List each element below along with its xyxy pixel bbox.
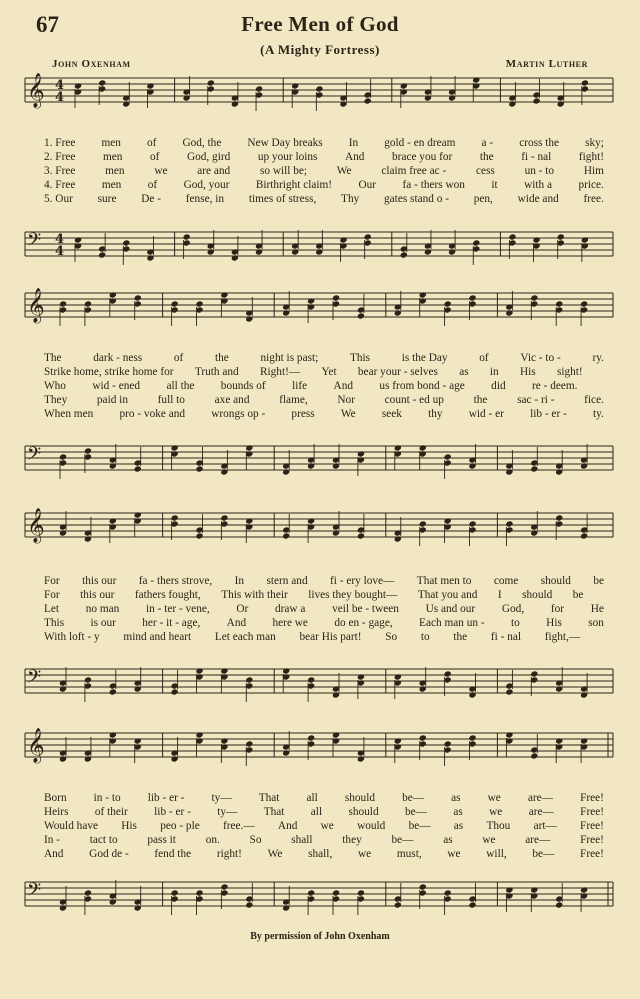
lyric-syllable: fa - thers strove, <box>138 575 213 587</box>
treble-notes <box>59 291 588 326</box>
lyric-syllable: De - <box>141 193 161 205</box>
lyric-syllable: Each man un - <box>419 617 485 629</box>
lyric-syllable: come <box>493 575 519 587</box>
verse-5-line <box>44 630 604 644</box>
lyric-syllable: shall, <box>308 848 333 860</box>
lyric-syllable: thy <box>428 408 443 420</box>
verse-5-line <box>44 407 604 421</box>
lyric-syllable: should <box>348 806 379 818</box>
words-credit: John Oxenham <box>52 58 131 70</box>
lyric-syllable: un - to <box>524 165 555 177</box>
lyric-syllable: We <box>336 165 352 177</box>
lyric-syllable: lib - er - <box>147 792 185 804</box>
lyric-syllable: ty— <box>211 792 232 804</box>
lyric-syllable: this our <box>80 589 115 601</box>
verse-2-line <box>44 150 604 164</box>
lyric-syllable: 2. Free <box>44 151 76 163</box>
verse-2-line <box>44 805 604 819</box>
lyric-syllable: on. <box>205 834 220 846</box>
svg-text:4: 4 <box>55 232 65 247</box>
lyric-syllable: count - ed up <box>384 394 444 406</box>
lyric-syllable: We <box>340 408 356 420</box>
lyric-syllable: And <box>44 848 64 860</box>
lyric-syllable: we <box>447 848 461 860</box>
lyric-syllable: sky; <box>585 137 604 149</box>
lyric-syllable: do en - gage, <box>334 617 393 629</box>
hymn-subtitle: (A Mighty Fortress) <box>260 42 380 57</box>
lyrics-system-2 <box>44 351 604 421</box>
lyric-syllable: all <box>306 792 318 804</box>
verse-3-line <box>44 379 604 393</box>
verse-3-line <box>44 819 604 833</box>
lyric-syllable: in <box>489 366 499 378</box>
lyric-syllable: no man <box>85 603 120 615</box>
bass-staff-1 <box>0 226 640 266</box>
lyric-syllable: That you and <box>417 589 478 601</box>
lyric-syllable: pen, <box>473 193 493 205</box>
lyric-syllable: God, your <box>183 179 230 191</box>
lyric-syllable: are and <box>197 165 231 177</box>
lyric-syllable: so will be; <box>259 165 308 177</box>
treble-clef-icon: 𝄞 <box>27 288 45 323</box>
lyric-syllable: This with their <box>221 589 288 601</box>
lyric-syllable: wide and <box>517 193 559 205</box>
lyric-syllable: are— <box>525 834 551 846</box>
lyric-syllable: His <box>121 820 137 832</box>
bass-staff-2 <box>0 440 640 480</box>
lyric-syllable: of <box>147 179 158 191</box>
lyric-syllable: art— <box>533 820 557 832</box>
lyrics-system-4 <box>44 791 604 861</box>
lyric-syllable: draw a <box>274 603 306 615</box>
lyric-syllable: as <box>453 806 463 818</box>
lyric-syllable: be— <box>391 834 414 846</box>
lyric-syllable: we <box>357 848 372 860</box>
treble-notes <box>59 731 588 766</box>
lyric-syllable: 3. Free <box>44 165 76 177</box>
bass-clef-icon: 𝄢 <box>27 667 42 692</box>
lyric-syllable: bear His part! <box>299 631 362 643</box>
lyric-syllable: axe and <box>214 394 250 406</box>
lyric-syllable: In <box>348 137 359 149</box>
lyric-syllable: Would have <box>44 820 98 832</box>
lyric-syllable: her - it - age, <box>142 617 201 629</box>
lyric-syllable: Thy <box>341 193 360 205</box>
lyric-syllable: veil be - tween <box>332 603 399 615</box>
lyric-syllable: pro - voke and <box>119 408 186 420</box>
lyric-syllable: Free! <box>580 792 604 804</box>
lyric-syllable: Who <box>44 380 66 392</box>
lyric-syllable: New Day breaks <box>247 137 323 149</box>
bass-staff-3 <box>0 663 640 703</box>
lyric-syllable: For <box>44 589 60 601</box>
lyric-syllable: Free! <box>580 806 604 818</box>
lyric-syllable: God de - <box>89 848 129 860</box>
lyric-syllable: God, <box>501 603 525 615</box>
lyric-syllable: we <box>487 792 501 804</box>
lyric-syllable: fi - nal <box>490 631 522 643</box>
lyric-syllable: His <box>546 617 562 629</box>
verse-1-line <box>44 574 604 588</box>
lyric-syllable: all <box>310 806 323 818</box>
lyric-syllable: In - <box>44 834 60 846</box>
lyric-syllable: Him <box>583 165 604 177</box>
lyric-syllable: will, <box>486 848 507 860</box>
lyric-syllable: they <box>342 834 362 846</box>
lyric-syllable: His <box>519 366 536 378</box>
lyric-syllable: lib - er - <box>154 806 191 818</box>
lyric-syllable: When men <box>44 408 94 420</box>
verse-5-line <box>44 192 604 206</box>
lyric-syllable: the <box>479 151 494 163</box>
treble-clef-icon: 𝄞 <box>27 508 45 543</box>
lyric-syllable: I <box>497 589 502 601</box>
lyric-syllable: This <box>44 617 65 629</box>
lyric-syllable: bounds of <box>220 380 266 392</box>
lyric-syllable: fathers fought, <box>134 589 201 601</box>
lyrics-system-3 <box>44 574 604 644</box>
lyric-syllable: sight! <box>556 366 583 378</box>
lyric-syllable: should <box>540 575 571 587</box>
lyric-syllable: as <box>443 834 453 846</box>
lyric-syllable: fense, in <box>185 193 225 205</box>
lyric-syllable: us from bond - age <box>379 380 465 392</box>
lyric-syllable: here we <box>272 617 308 629</box>
lyric-syllable: fi - nal <box>521 151 552 163</box>
lyric-syllable: claim free ac - <box>381 165 447 177</box>
lyric-syllable: Let <box>44 603 60 615</box>
lyric-syllable: wid - ened <box>92 380 141 392</box>
verse-3-line <box>44 164 604 178</box>
lyric-syllable: up your loins <box>257 151 318 163</box>
lyric-syllable: 1. Free <box>44 137 76 149</box>
lyric-syllable: gold - en dream <box>384 137 456 149</box>
lyric-syllable: for <box>550 603 565 615</box>
lyric-syllable: ry. <box>592 352 604 364</box>
lyric-syllable: men <box>105 165 125 177</box>
lyric-syllable: pass it <box>147 834 176 846</box>
lyric-syllable: the <box>453 631 468 643</box>
lyric-syllable: seek <box>381 408 402 420</box>
svg-text:4: 4 <box>55 244 65 259</box>
hymn-title: Free Men of God <box>241 12 399 36</box>
lyric-syllable: times of stress, <box>248 193 317 205</box>
verse-4-line <box>44 178 604 192</box>
lyric-syllable: this our <box>82 575 117 587</box>
lyric-syllable: be <box>572 589 584 601</box>
treble-staff-3 <box>0 507 640 547</box>
treble-staff-2 <box>0 287 640 327</box>
lyric-syllable: Free! <box>580 834 604 846</box>
lyric-syllable: cross the <box>519 137 560 149</box>
lyric-syllable: sure <box>97 193 117 205</box>
lyric-syllable: in - to <box>93 792 121 804</box>
lyric-syllable: must, <box>396 848 422 860</box>
bass-notes <box>59 667 588 702</box>
lyric-syllable: with a <box>524 179 553 191</box>
lyric-syllable: They <box>44 394 68 406</box>
lyric-syllable: price. <box>578 179 604 191</box>
lyric-syllable: be— <box>532 848 555 860</box>
bass-clef-icon: 𝄢 <box>27 230 42 255</box>
verse-2-line <box>44 365 604 379</box>
lyric-syllable: sac - ri - <box>517 394 555 406</box>
lyric-syllable: men <box>101 137 121 149</box>
lyric-syllable: as <box>451 792 461 804</box>
lyric-syllable: flame, <box>279 394 308 406</box>
lyric-syllable: we <box>320 820 334 832</box>
lyric-syllable: In <box>234 575 245 587</box>
lyric-syllable: The <box>44 352 62 364</box>
lyric-syllable: the <box>473 394 488 406</box>
lyric-syllable: of <box>479 352 489 364</box>
lyric-syllable: Let each man <box>214 631 276 643</box>
permission-note: By permission of John Oxenham <box>250 931 390 942</box>
verse-2-line <box>44 588 604 602</box>
lyric-syllable: should <box>344 792 375 804</box>
lyric-syllable: For <box>44 575 60 587</box>
treble-clef-icon: 𝄞 <box>27 728 45 763</box>
lyric-syllable: fice. <box>584 394 604 406</box>
lyric-syllable: son <box>588 617 604 629</box>
lyric-syllable: fi - ery love— <box>330 575 395 587</box>
lyric-syllable: fend the <box>154 848 192 860</box>
lyric-syllable: lib - er - <box>530 408 567 420</box>
bass-notes <box>74 230 589 265</box>
lyric-syllable: of <box>149 151 160 163</box>
lyric-syllable: it <box>491 179 498 191</box>
lyric-syllable: all the <box>166 380 195 392</box>
lyric-syllable: We <box>267 848 283 860</box>
lyric-syllable: Right!— <box>259 366 301 378</box>
hymn-number: 67 <box>36 12 59 37</box>
lyric-syllable: of their <box>94 806 128 818</box>
verse-4-line <box>44 833 604 847</box>
lyric-syllable: the <box>215 352 229 364</box>
music-credit: Martin Luther <box>505 58 588 70</box>
treble-staff-4 <box>0 727 640 767</box>
lyric-syllable: Nor <box>337 394 355 406</box>
lyric-syllable: He <box>590 603 604 615</box>
lyric-syllable: fight,— <box>544 631 581 643</box>
bass-notes <box>59 444 588 479</box>
verse-1-line <box>44 351 604 365</box>
lyric-syllable: paid in <box>96 394 128 406</box>
lyric-syllable: God, the <box>182 137 222 149</box>
svg-text:4: 4 <box>55 78 65 93</box>
verse-3-line <box>44 602 604 616</box>
lyric-syllable: night is past; <box>260 352 319 364</box>
lyric-syllable: stern and <box>266 575 308 587</box>
lyric-syllable: would <box>357 820 386 832</box>
lyric-syllable: Birthright claim! <box>255 179 333 191</box>
verse-4-line <box>44 393 604 407</box>
lyrics-system-1 <box>44 136 604 206</box>
lyric-syllable: 5. Our <box>44 193 73 205</box>
lyric-syllable: Strike home, strike home for <box>44 366 174 378</box>
treble-clef-icon: 𝄞 <box>27 73 45 108</box>
lyric-syllable: fa - thers won <box>402 179 465 191</box>
lyric-syllable: 4. Free <box>44 179 76 191</box>
bass-clef-icon: 𝄢 <box>27 880 42 905</box>
lyric-syllable: That <box>263 806 285 818</box>
lyric-syllable: life <box>292 380 308 392</box>
lyric-syllable: press <box>291 408 315 420</box>
lyric-syllable: re - deem. <box>532 380 578 392</box>
lyric-syllable: With loft - y <box>44 631 100 643</box>
lyric-syllable: we <box>489 806 503 818</box>
lyric-syllable: are— <box>528 806 554 818</box>
lyric-syllable: men <box>101 179 122 191</box>
lyric-syllable: And <box>345 151 365 163</box>
bass-notes <box>59 880 588 915</box>
lyric-syllable: we <box>154 165 168 177</box>
treble-notes <box>74 76 589 111</box>
lyric-syllable: dark - ness <box>93 352 143 364</box>
time-signature-icon <box>55 78 64 105</box>
lyric-syllable: did <box>491 380 506 392</box>
verse-1-line <box>44 136 604 150</box>
lyric-syllable: wrongs op - <box>211 408 266 420</box>
lyric-syllable: be— <box>404 806 427 818</box>
treble-notes <box>59 511 588 546</box>
lyric-syllable: Us and our <box>425 603 476 615</box>
verse-1-line <box>44 791 604 805</box>
lyric-syllable: Heirs <box>44 806 69 818</box>
lyric-syllable: should <box>522 589 553 601</box>
lyric-syllable: So <box>249 834 262 846</box>
lyric-syllable: lives they bought— <box>308 589 398 601</box>
treble-staff-1 <box>0 72 640 112</box>
lyric-syllable: are— <box>527 792 553 804</box>
lyric-syllable: And <box>226 617 247 629</box>
lyric-syllable: is our <box>90 617 116 629</box>
lyric-syllable: That men to <box>416 575 472 587</box>
time-signature-icon <box>55 232 64 259</box>
lyric-syllable: Born <box>44 792 67 804</box>
lyric-syllable: be— <box>402 792 425 804</box>
lyric-syllable: Yet <box>321 366 337 378</box>
lyric-syllable: be <box>593 575 604 587</box>
lyric-syllable: free. <box>583 193 604 205</box>
lyric-syllable: in - ter - vene, <box>146 603 210 615</box>
lyric-syllable: cess <box>475 165 495 177</box>
lyric-syllable: to <box>510 617 520 629</box>
lyric-syllable: Free! <box>580 848 604 860</box>
lyric-syllable: peo - ple <box>160 820 200 832</box>
lyric-syllable: Vic - to - <box>520 352 561 364</box>
lyric-syllable: Free! <box>580 820 604 832</box>
lyric-syllable: Thou <box>486 820 511 832</box>
lyric-syllable: fight! <box>578 151 604 163</box>
lyric-syllable: ty— <box>217 806 238 818</box>
lyric-syllable: Or <box>236 603 249 615</box>
lyric-syllable: is the Day <box>401 352 448 364</box>
lyric-syllable: we <box>482 834 496 846</box>
lyric-syllable: So <box>385 631 398 643</box>
lyric-syllable: to <box>420 631 430 643</box>
lyric-syllable: as <box>459 366 469 378</box>
bass-clef-icon: 𝄢 <box>27 444 42 469</box>
lyric-syllable: of <box>173 352 184 364</box>
lyric-syllable: And <box>333 380 354 392</box>
lyric-syllable: mind and heart <box>123 631 192 643</box>
lyric-syllable: wid - er <box>468 408 504 420</box>
lyric-syllable: be— <box>408 820 431 832</box>
bass-staff-4 <box>0 876 640 916</box>
verse-5-line <box>44 847 604 861</box>
lyric-syllable: gates stand o - <box>384 193 449 205</box>
lyric-syllable: Truth and <box>194 366 239 378</box>
lyric-syllable: ty. <box>593 408 604 420</box>
lyric-syllable: right! <box>216 848 242 860</box>
lyric-syllable: free.— <box>222 820 255 832</box>
lyric-syllable: men <box>102 151 123 163</box>
lyric-syllable: That <box>258 792 280 804</box>
svg-text:4: 4 <box>55 90 65 105</box>
lyric-syllable: as <box>453 820 464 832</box>
lyric-syllable: bear your - selves <box>357 366 438 378</box>
lyric-syllable: God, gird <box>186 151 231 163</box>
lyric-syllable: Our <box>358 179 377 191</box>
lyric-syllable: This <box>349 352 371 364</box>
lyric-syllable: And <box>277 820 298 832</box>
lyric-syllable: of <box>146 137 157 149</box>
lyric-syllable: full to <box>157 394 185 406</box>
lyric-syllable: shall <box>291 834 313 846</box>
lyric-syllable: tact to <box>89 834 118 846</box>
lyric-syllable: brace you for <box>392 151 453 163</box>
verse-4-line <box>44 616 604 630</box>
lyric-syllable: a - <box>481 137 494 149</box>
